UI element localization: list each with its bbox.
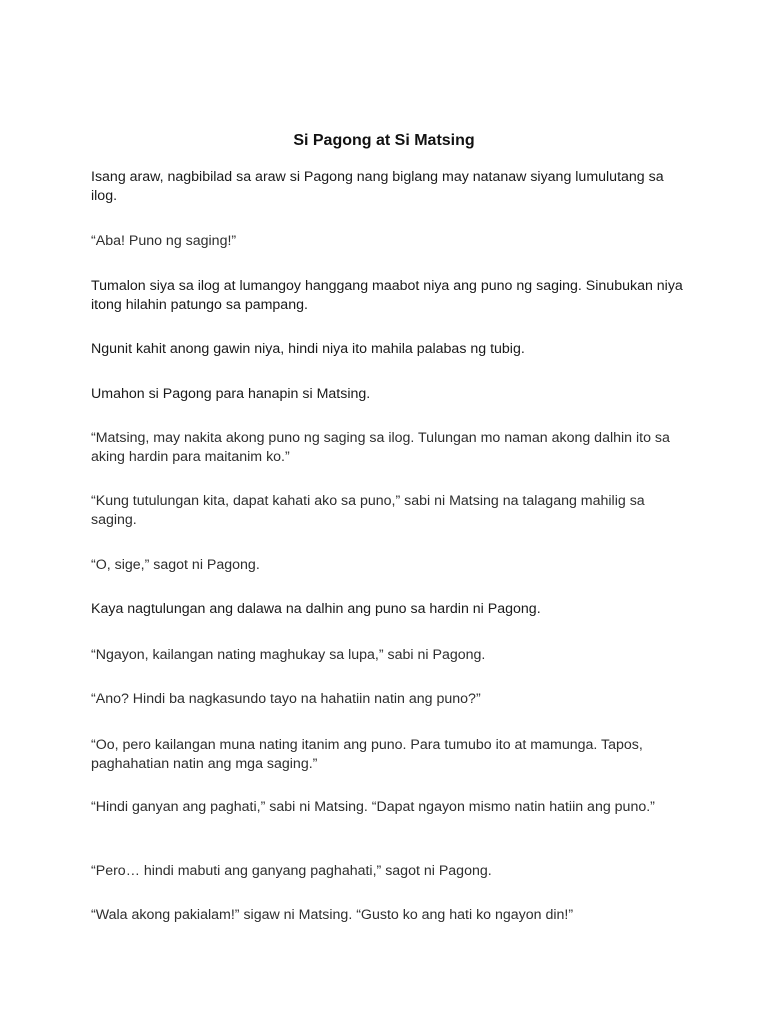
document-title: Si Pagong at Si Matsing xyxy=(293,132,475,149)
paragraph-10: “Ngayon, kailangan nating maghukay sa lupa,” sabi ni Pagong. xyxy=(91,647,486,663)
paragraph-6: “Matsing, may nakita akong puno ng saging sa ilog. Tulungan mo naman akong dalhin ito sa aking hardin para maitanim ko.” xyxy=(91,430,670,465)
paragraph-11: “Ano? Hindi ba nagkasundo tayo na hahatiin natin ang puno?” xyxy=(91,691,481,707)
paragraph-5: Umahon si Pagong para hanapin si Matsing. xyxy=(91,386,371,402)
paragraph-15: “Wala akong pakialam!” sigaw ni Matsing. “Gusto ko ang hati ko ngayon din!” xyxy=(91,907,574,923)
paragraph-14: “Pero… hindi mabuti ang ganyang paghahati,” sagot ni Pagong. xyxy=(91,863,492,879)
paragraph-7: “Kung tutulungan kita, dapat kahati ako sa puno,” sabi ni Matsing na talagang mahilig sa saging. xyxy=(91,493,645,528)
paragraph-2: “Aba! Puno ng saging!” xyxy=(91,233,237,249)
paragraph-8: “O, sige,” sagot ni Pagong. xyxy=(91,557,260,573)
paragraph-9: Kaya nagtulungan ang dalawa na dalhin ang puno sa hardin ni Pagong. xyxy=(91,601,541,617)
paragraph-3: Tumalon siya sa ilog at lumangoy hanggang maabot niya ang puno ng saging. Sinubukan niya itong hilahin patungo sa pampang. xyxy=(91,278,683,313)
paragraph-12: “Oo, pero kailangan muna nating itanim ang puno. Para tumubo ito at mamunga. Tapos, paghahatian natin ang mga saging.” xyxy=(91,737,643,772)
paragraph-13: “Hindi ganyan ang paghati,” sabi ni Matsing. “Dapat ngayon mismo natin hatiin ang puno.” xyxy=(91,799,655,815)
paragraph-4: Ngunit kahit anong gawin niya, hindi niya ito mahila palabas ng tubig. xyxy=(91,341,525,357)
paragraph-1: Isang araw, nagbibilad sa araw si Pagong nang biglang may natanaw siyang lumulutang sa ilog. xyxy=(91,169,664,204)
